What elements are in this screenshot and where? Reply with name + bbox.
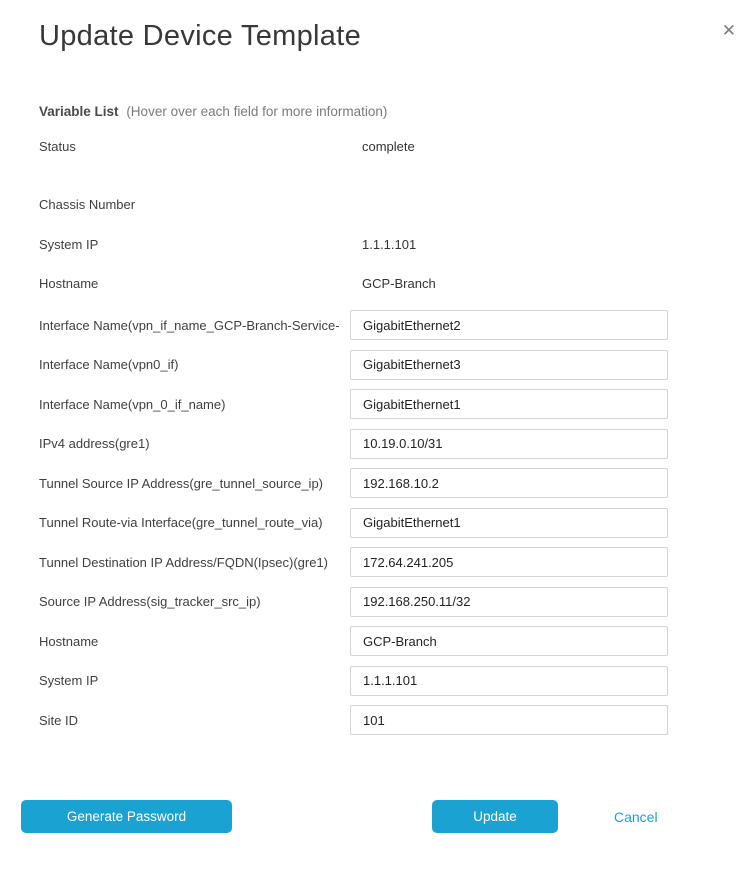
row-interface-name-service (39, 310, 752, 340)
field-label: Source IP Address(sig_tracker_src_ip) (39, 594, 261, 609)
field-label: System IP (39, 673, 99, 688)
site-id-input[interactable] (350, 705, 668, 735)
field-label: Hostname (39, 633, 99, 649)
field-label: Interface Name(vpn0_if) (39, 357, 179, 372)
field-label: IPv4 address(gre1) (39, 436, 150, 451)
field-label: Interface Name(vpn_0_if_name) (39, 396, 226, 412)
cancel-button[interactable]: Cancel (614, 808, 658, 825)
tunnel-destination-ip-input[interactable] (350, 547, 668, 577)
field-label: Site ID (39, 712, 79, 728)
field-label: System IP (39, 236, 99, 252)
tunnel-source-ip-input[interactable] (350, 468, 668, 498)
system-ip-input[interactable] (350, 666, 668, 696)
close-icon[interactable]: ✕ (721, 21, 736, 41)
variable-list-hint: (Hover over each field for more information) (126, 104, 388, 119)
row-status (39, 131, 752, 161)
row-interface-name-vpn0-if (39, 350, 752, 380)
update-button[interactable]: Update (432, 800, 558, 833)
field-value-static: complete (362, 138, 415, 154)
row-tunnel-route-via (39, 508, 752, 538)
variable-list-header (39, 103, 752, 120)
row-ipv4-address-gre1 (39, 429, 752, 459)
hostname-input[interactable] (350, 626, 668, 656)
source-ip-tracker-input[interactable] (350, 587, 668, 617)
interface-name-service-input[interactable] (350, 310, 668, 340)
variable-list-title: Variable List (39, 104, 119, 119)
field-label: Status (39, 138, 76, 154)
row-system-ip-input (39, 666, 752, 696)
interface-name-vpn0-if-input[interactable] (350, 350, 668, 380)
row-chassis-number (39, 190, 752, 220)
row-source-ip-tracker (39, 587, 752, 617)
row-hostname-input (39, 626, 752, 656)
row-hostname-static (39, 269, 752, 299)
field-value-static: 1.1.1.101 (362, 236, 417, 252)
update-device-template-dialog (0, 18, 752, 883)
field-label: Tunnel Destination IP Address/FQDN(Ipsec)(gre1) (39, 554, 329, 570)
row-system-ip-static (39, 229, 752, 259)
row-interface-name-vpn-0-if-name (39, 389, 752, 419)
row-tunnel-destination-ip (39, 547, 752, 577)
tunnel-route-via-input[interactable] (350, 508, 668, 538)
dialog-title: Update Device Template (39, 20, 362, 52)
field-label: Chassis Number (39, 197, 136, 212)
dialog-footer (21, 800, 752, 833)
interface-name-vpn-0-if-name-input[interactable] (350, 389, 668, 419)
row-site-id (39, 705, 752, 735)
field-label: Interface Name(vpn_if_name_GCP-Branch-Service- (39, 317, 340, 333)
ipv4-address-gre1-input[interactable] (350, 429, 668, 459)
field-label: Hostname (39, 276, 99, 291)
field-label: Tunnel Route-via Interface(gre_tunnel_route_via) (39, 515, 323, 530)
field-label: Tunnel Source IP Address(gre_tunnel_source_ip) (39, 475, 324, 491)
generate-password-button[interactable]: Generate Password (21, 800, 232, 833)
row-tunnel-source-ip (39, 468, 752, 498)
variable-rows (39, 131, 752, 735)
field-value-static: GCP-Branch (362, 276, 436, 291)
